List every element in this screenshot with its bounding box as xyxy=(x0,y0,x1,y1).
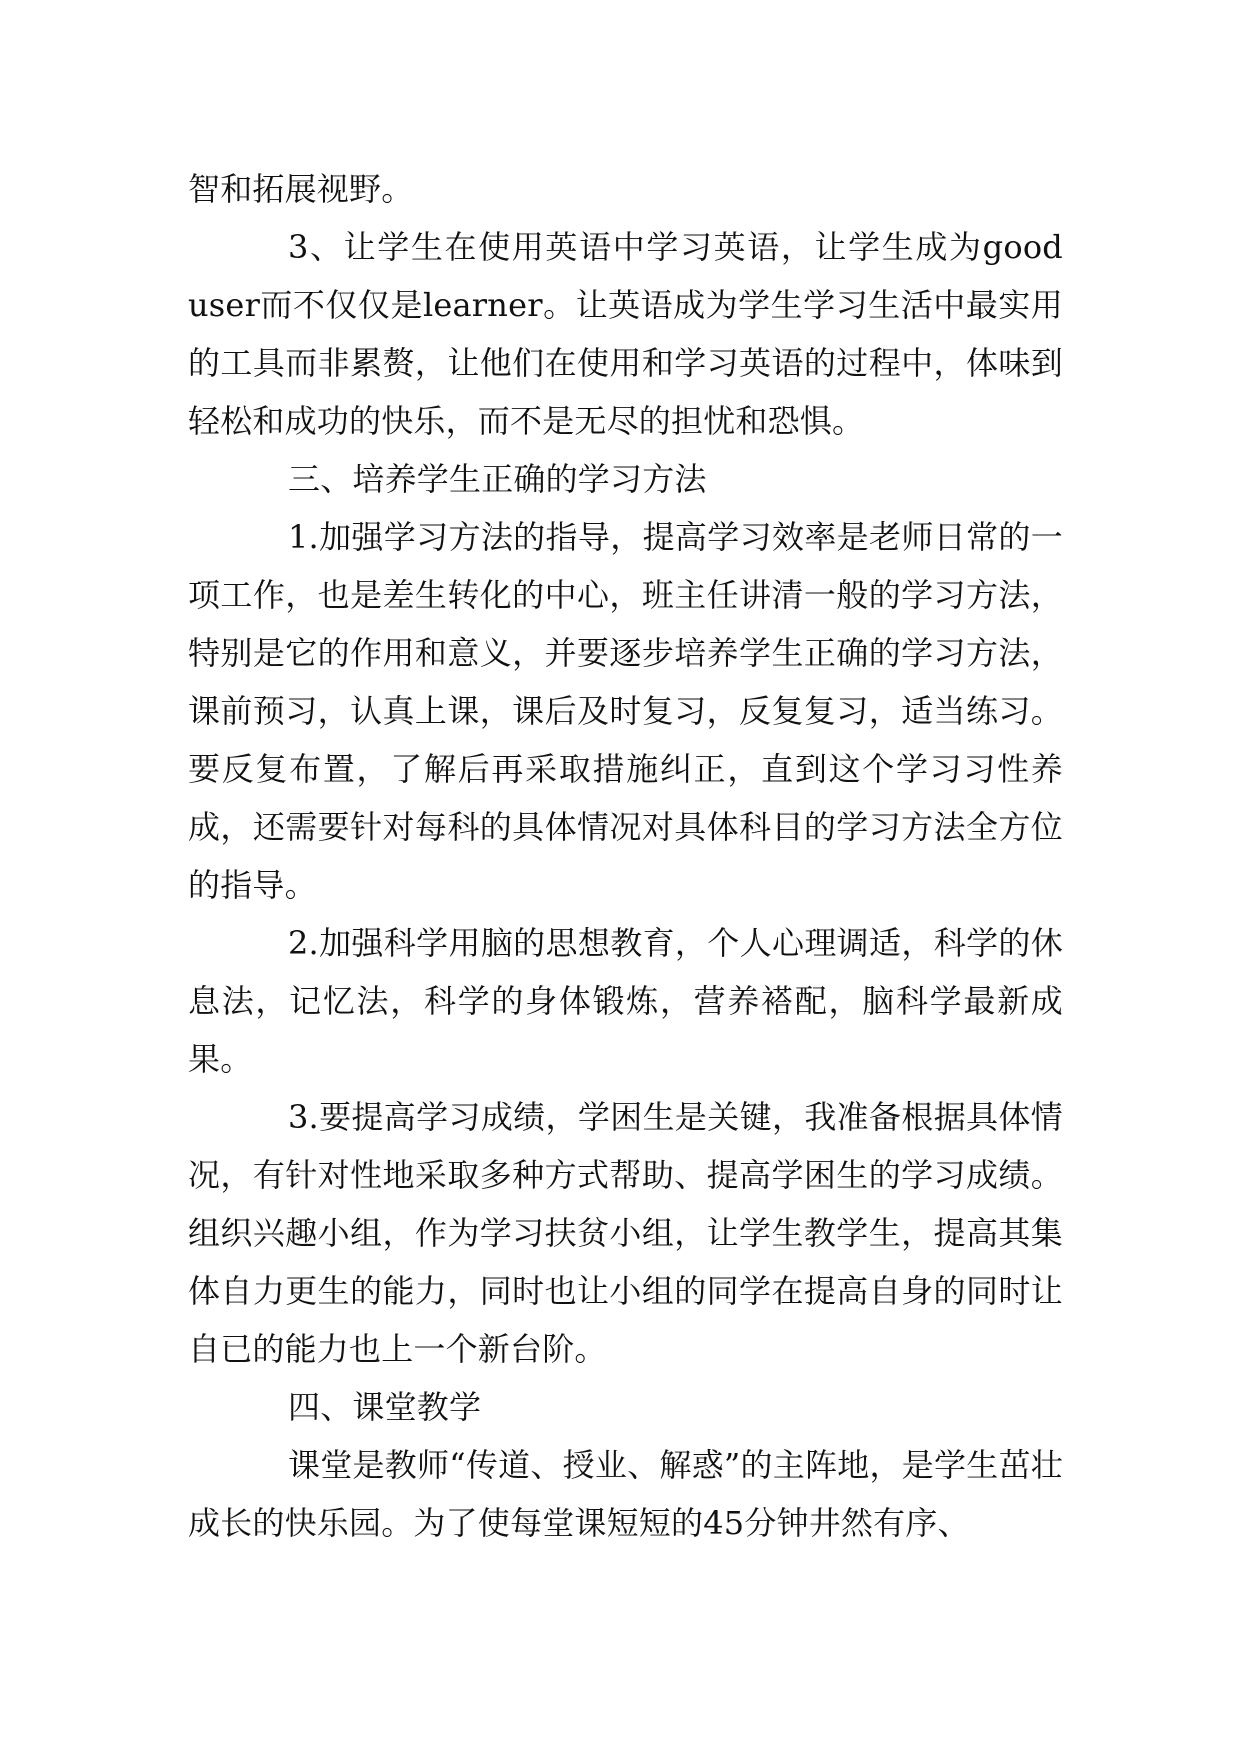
paragraph-classroom: 课堂是教师“传道、授业、解惑”的主阵地，是学生茁壮成长的快乐园。为了使每堂课短短的45分钟井然有序、 xyxy=(188,1446,1063,1542)
paragraph-method-2: 2.加强科学用脑的思想教育，个人心理调适，科学的休息法，记忆法，科学的身体锻炼，营养褡配，脑科学最新成果。 xyxy=(188,924,1063,1078)
section-heading-4: 四、课堂教学 xyxy=(288,1388,482,1426)
paragraph-continuation: 智和拓展视野。 xyxy=(188,170,414,208)
paragraph-method-1: 1.加强学习方法的指导，提高学习效率是老师日常的一项工作，也是差生转化的中心，班主任讲清一般的学习方法，特别是它的作用和意义，并要逐步培养学生正确的学习方法，课前预习，认真上课，课后及时复习，反复复习，适当练习。要反复布置，了解后再采取措施纠正，直到这个学习习性养成，还需要针对每科的具体情况对具体科目的学习方法全方位的指导。 xyxy=(188,518,1063,904)
section-heading-3: 三、培养学生正确的学习方法 xyxy=(288,460,707,498)
document-body xyxy=(188,160,1063,1552)
paragraph-point-3: 3、让学生在使用英语中学习英语，让学生成为good user而不仅仅是learner。让英语成为学生学习生活中最实用的工具而非累赘，让他们在使用和学习英语的过程中，体味到轻松和成功的快乐，而不是无尽的担忧和恐惧。 xyxy=(188,228,1063,440)
paragraph-method-3: 3.要提高学习成绩，学困生是关键，我准备根据具体情况，有针对性地采取多种方式帮助、提高学困生的学习成绩。组织兴趣小组，作为学习扶贫小组，让学生教学生，提高其集体自力更生的能力，同时也让小组的同学在提高自身的同时让自已的能力也上一个新台阶。 xyxy=(188,1098,1063,1368)
